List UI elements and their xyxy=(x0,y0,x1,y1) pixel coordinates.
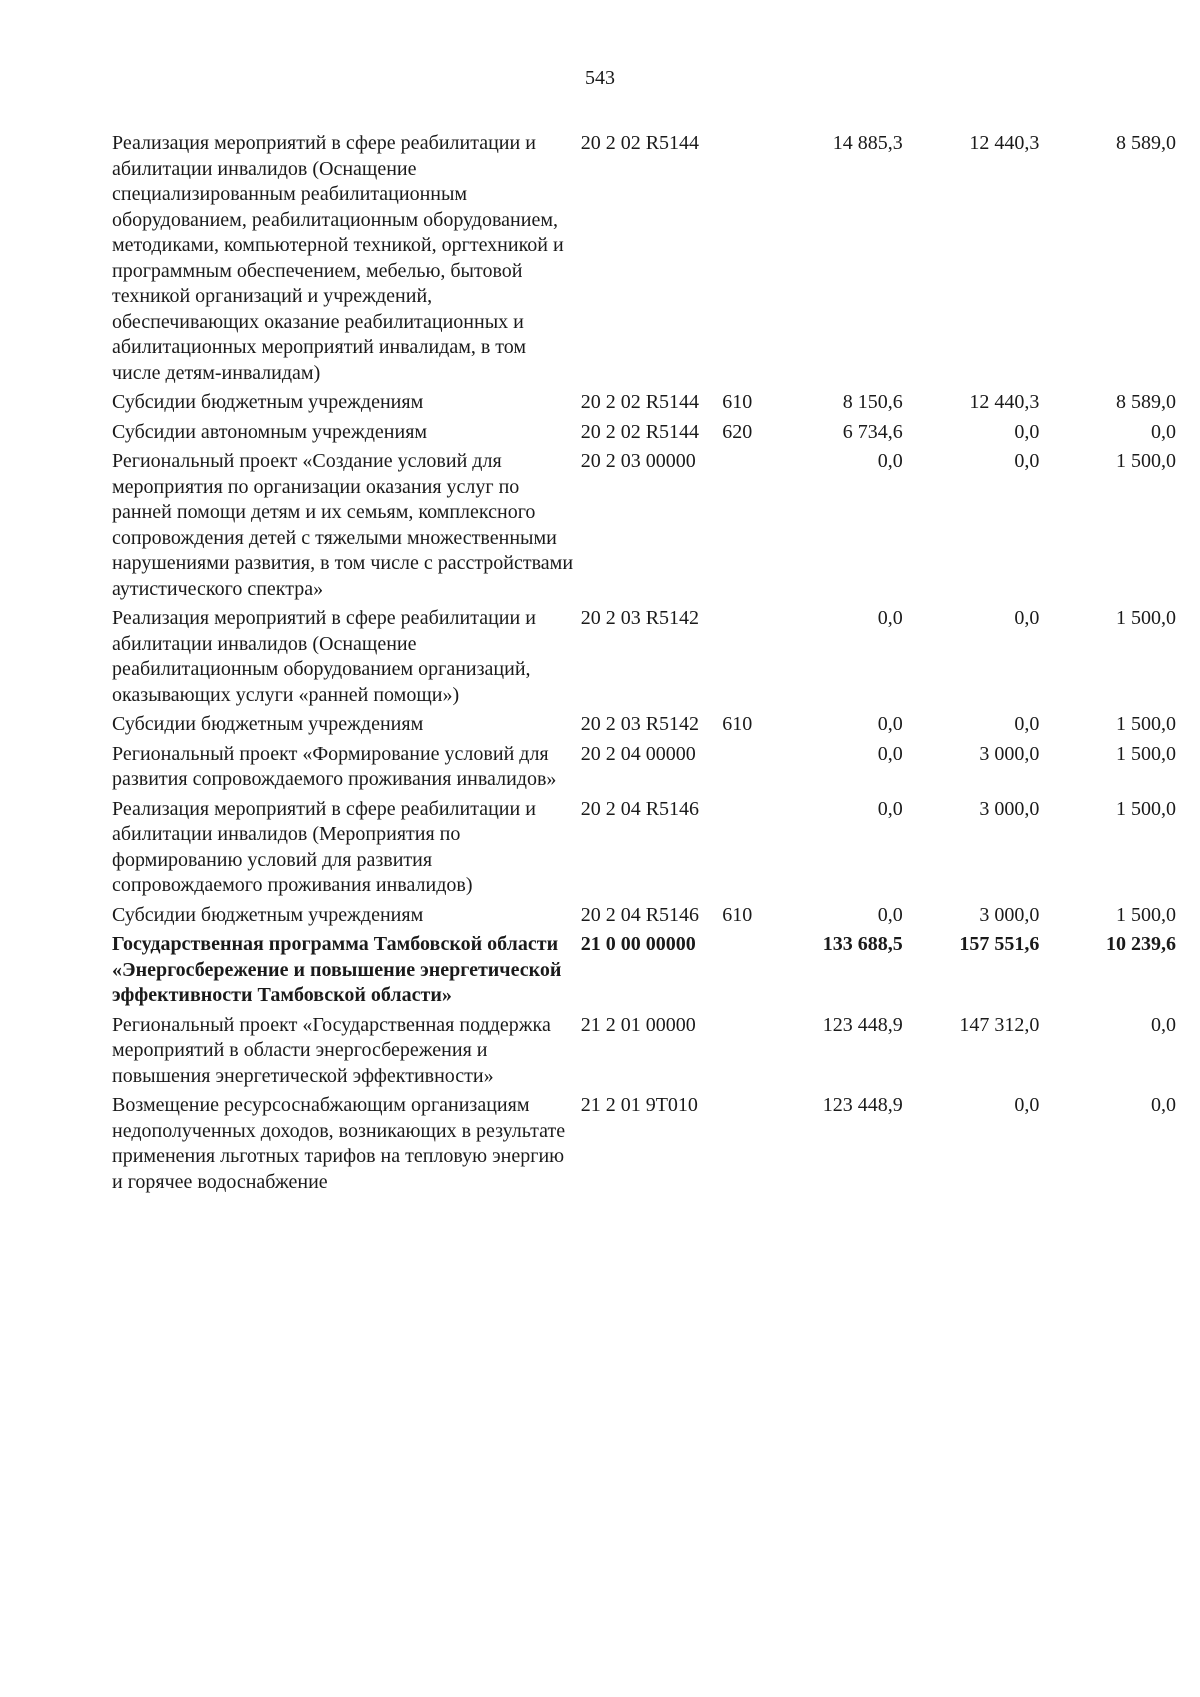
row-value-year-2: 0,0 xyxy=(1014,1094,1040,1116)
row-value-year-1: 133 688,5 xyxy=(822,933,903,955)
row-name: Субсидии автономным учреждениям xyxy=(112,420,428,443)
row-value-year-1: 0,0 xyxy=(877,797,903,820)
row-name: Субсидии бюджетным учреждениям xyxy=(112,713,424,735)
row-code: 20 2 03 00000 xyxy=(580,450,696,472)
row-value-year-2: 147 312,0 xyxy=(959,1013,1040,1036)
row-value-year-2: 0,0 xyxy=(1014,713,1040,735)
row-value-year-3: 1 500,0 xyxy=(1115,713,1176,735)
row-value-year-2: 3 000,0 xyxy=(979,903,1040,926)
row-value-year-3: 1 500,0 xyxy=(1115,903,1176,926)
row-code: 21 0 00 00000 xyxy=(580,933,696,955)
row-value-year-2: 3 000,0 xyxy=(979,742,1040,765)
page-number: 543 xyxy=(585,67,615,89)
row-code: 21 2 01 9Т010 xyxy=(580,1094,698,1116)
table-row xyxy=(112,903,1176,929)
table-row xyxy=(112,1013,1176,1090)
row-value-year-1: 0,0 xyxy=(877,607,903,629)
budget-table xyxy=(112,131,1176,1195)
row-code: 20 2 04 R5146 xyxy=(580,903,700,926)
row-code: 20 2 04 00000 xyxy=(580,742,696,765)
row-name: Возмещение ресурсоснабжающим организациям недополученных доходов, возникающих в результате применения льготных тарифов на тепловую энергию и горячее водоснабжение xyxy=(112,1094,566,1193)
row-value-year-1: 0,0 xyxy=(877,903,903,926)
row-code: 20 2 03 R5142 xyxy=(580,713,700,735)
row-value-year-3: 1 500,0 xyxy=(1115,607,1176,629)
row-name: Субсидии бюджетным учреждениям xyxy=(112,391,424,413)
table-row xyxy=(112,420,1176,446)
row-value-year-1: 123 448,9 xyxy=(822,1013,903,1036)
row-value-year-3: 1 500,0 xyxy=(1115,742,1176,765)
row-value-year-3: 0,0 xyxy=(1150,1094,1176,1116)
row-value-year-1: 8 150,6 xyxy=(842,391,903,413)
table-row xyxy=(112,131,1176,386)
row-value-year-2: 157 551,6 xyxy=(959,933,1040,955)
row-value-year-1: 123 448,9 xyxy=(822,1094,903,1116)
row-value-year-2: 0,0 xyxy=(1014,420,1040,443)
row-value-year-2: 3 000,0 xyxy=(979,797,1040,820)
row-value-year-3: 0,0 xyxy=(1150,420,1176,443)
row-code: 20 2 02 R5144 xyxy=(580,132,700,154)
row-code: 20 2 03 R5142 xyxy=(580,607,700,629)
row-expense-type: 610 xyxy=(722,391,753,413)
row-name: Региональный проект «Формирование условий для развития сопровождаемого проживания инвалидов» xyxy=(112,742,557,790)
row-expense-type: 620 xyxy=(722,420,753,443)
row-value-year-3: 1 500,0 xyxy=(1115,450,1176,472)
row-name: Региональный проект «Государственная поддержка мероприятий в области энергосбережения и повышения энергетической эффективности» xyxy=(112,1013,551,1087)
row-expense-type: 610 xyxy=(722,903,753,926)
row-value-year-1: 14 885,3 xyxy=(832,132,903,154)
row-value-year-2: 0,0 xyxy=(1014,607,1040,629)
row-value-year-3: 8 589,0 xyxy=(1115,132,1176,154)
row-code: 21 2 01 00000 xyxy=(580,1013,696,1036)
row-value-year-1: 0,0 xyxy=(877,713,903,735)
row-value-year-2: 12 440,3 xyxy=(969,391,1040,413)
table-row xyxy=(112,797,1176,899)
row-name: Региональный проект «Создание условий для мероприятия по организации оказания услуг по ранней помощи детям и их семьям, комплексного сопровождения детей с тяжелыми множественными нарушениями развития, в том числе с расстройствами аутистического спектра» xyxy=(112,450,574,600)
table-row xyxy=(112,606,1176,708)
row-name: Реализация мероприятий в сфере реабилитации и абилитации инвалидов (Оснащение специализированным реабилитационным оборудованием, реабилитационным оборудованием, методиками, компьютерной техникой, оргтехникой и программным обеспечением, мебелью, бытовой техникой организаций и учреждений, обеспечивающих оказание реабилитационных и абилитационных мероприятий инвалидам, в том числе детям-инвалидам) xyxy=(112,132,564,384)
table-row xyxy=(112,449,1176,602)
table-row xyxy=(112,390,1176,416)
row-value-year-1: 0,0 xyxy=(877,450,903,472)
row-value-year-3: 1 500,0 xyxy=(1115,797,1176,820)
row-name: Государственная программа Тамбовской области «Энергосбережение и повышение энергетической эффективности Тамбовской области» xyxy=(112,933,562,1006)
row-name: Реализация мероприятий в сфере реабилитации и абилитации инвалидов (Оснащение реабилитационным оборудованием организаций, оказывающих услуги «ранней помощи») xyxy=(112,607,536,706)
table-row xyxy=(112,742,1176,793)
table-row xyxy=(112,1093,1176,1195)
row-value-year-3: 10 239,6 xyxy=(1105,933,1176,955)
row-value-year-3: 0,0 xyxy=(1150,1013,1176,1036)
row-value-year-1: 6 734,6 xyxy=(842,420,903,443)
row-value-year-3: 8 589,0 xyxy=(1115,391,1176,413)
row-code: 20 2 02 R5144 xyxy=(580,420,700,443)
row-name: Субсидии бюджетным учреждениям xyxy=(112,903,424,926)
row-code: 20 2 02 R5144 xyxy=(580,391,700,413)
row-name: Реализация мероприятий в сфере реабилитации и абилитации инвалидов (Мероприятия по формированию условий для развития сопровождаемого проживания инвалидов) xyxy=(112,797,536,896)
row-value-year-2: 12 440,3 xyxy=(969,132,1040,154)
row-value-year-1: 0,0 xyxy=(877,742,903,765)
row-value-year-2: 0,0 xyxy=(1014,450,1040,472)
row-code: 20 2 04 R5146 xyxy=(580,797,700,820)
table-row xyxy=(112,932,1176,1009)
table-row xyxy=(112,712,1176,738)
row-expense-type: 610 xyxy=(722,713,753,735)
